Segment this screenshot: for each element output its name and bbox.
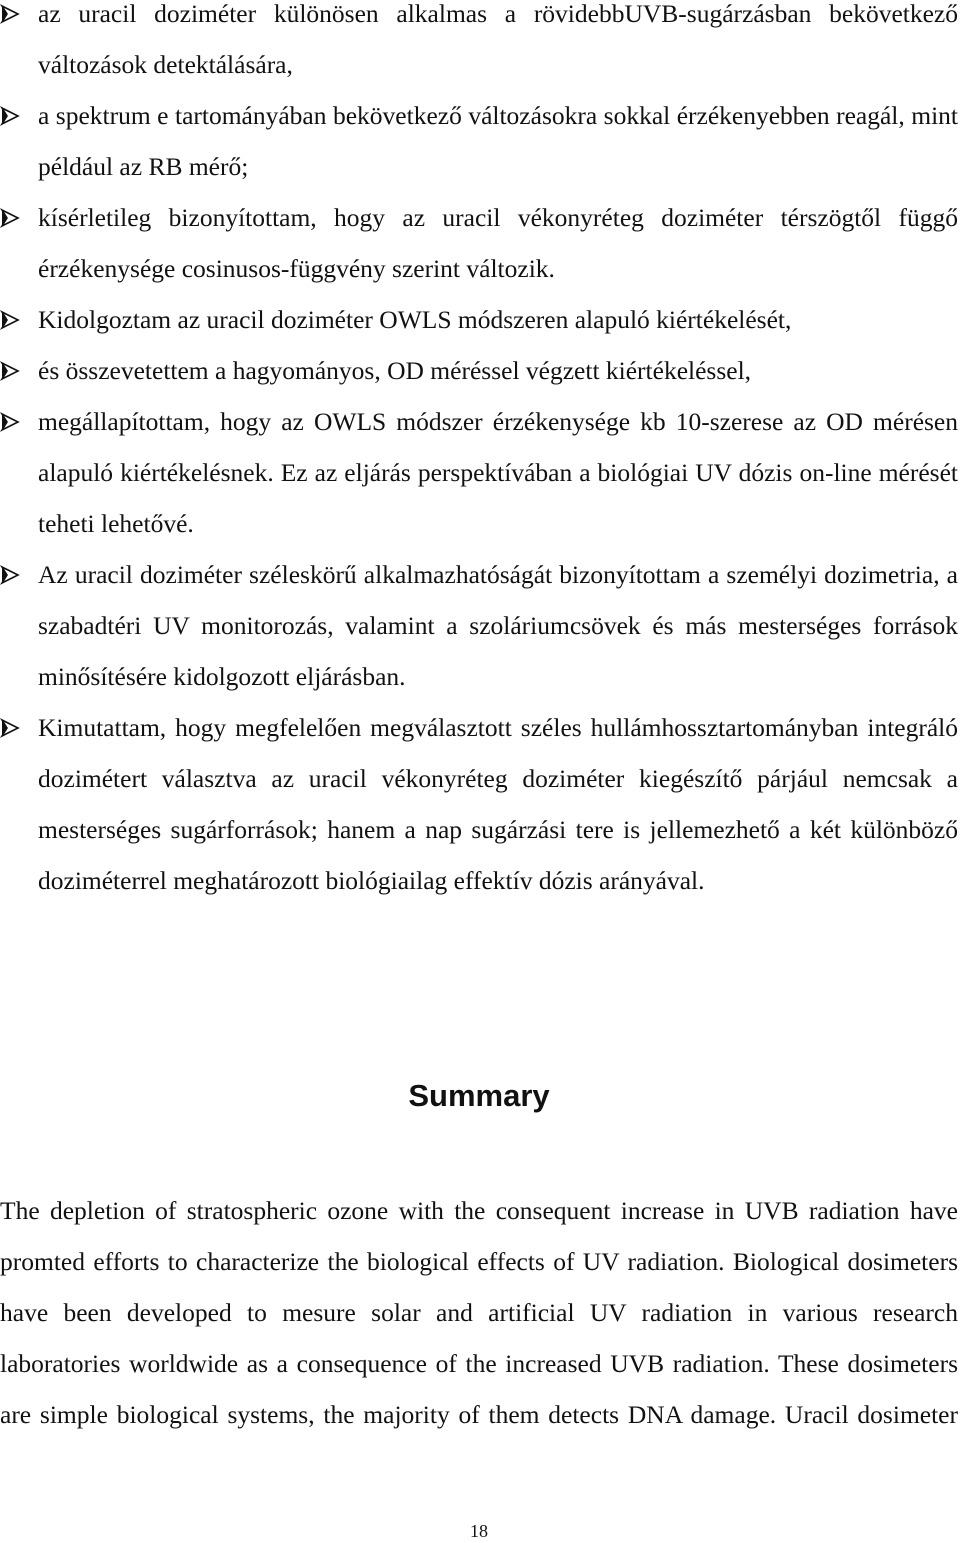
list-item — [0, 90, 958, 192]
page-number: 18 — [470, 1521, 488, 1541]
arrowhead-bullet-icon — [0, 4, 20, 24]
list-item-text: és összevetettem a hagyományos, OD méréssel végzett kiértékeléssel, — [38, 356, 752, 385]
arrowhead-bullet-icon — [0, 718, 20, 738]
list-item-text: a spektrum e tartományában bekövetkező változásokra sokkal érzékenyebben reagál, mint például az RB mérő; — [38, 101, 958, 181]
list-item — [0, 345, 958, 396]
section-heading: Summary — [408, 1078, 550, 1113]
arrowhead-bullet-icon — [0, 565, 20, 585]
list-item — [0, 0, 958, 90]
list-item-text: Kidolgoztam az uracil doziméter OWLS módszeren alapuló kiértékelését, — [38, 305, 792, 334]
summary-paragraph: The depletion of stratospheric ozone with the consequent increase in UVB radiation have promted efforts to characterize the biological effects of UV radiation. Biological dosimeters have been developed to mesure solar and artificial UV radiation in various research laboratories worldwide as a consequence of the increased UVB radiation. These dosimeters are simple biological systems, the majority of them detects DNA damage. Uracil dosimeter — [0, 1196, 958, 1429]
list-item-text: megállapítottam, hogy az OWLS módszer érzékenysége kb 10-szerese az OD mérésen alapuló kiértékelésnek. Ez az eljárás perspektívában a biológiai UV dózis on-line mérését teheti lehetővé. — [38, 407, 958, 538]
list-item — [0, 549, 958, 702]
arrowhead-bullet-icon — [0, 412, 20, 432]
arrowhead-bullet-icon — [0, 310, 20, 330]
list-item-text: kísérletileg bizonyítottam, hogy az uracil vékonyréteg doziméter térszögtől függő érzékenysége cosinusos-függvény szerint változik. — [38, 203, 958, 283]
list-item — [0, 702, 958, 906]
arrowhead-bullet-icon — [0, 208, 20, 228]
list-item — [0, 396, 958, 549]
list-item — [0, 192, 958, 294]
list-item-text: az uracil doziméter különösen alkalmas a rövidebbUVB-sugárzásban bekövetkező változások detektálására, — [38, 0, 958, 79]
list-item-text: Az uracil doziméter széleskörű alkalmazhatóságát bizonyítottam a személyi dozimetria, a szabadtéri UV monitorozás, valamint a szoláriumcsövek és más mesterséges források minősítésére kidolgozott eljárásban. — [38, 560, 958, 691]
list-item — [0, 294, 958, 345]
list-item-text: Kimutattam, hogy megfelelően megválasztott széles hullámhossztartományban integráló dozimétert választva az uracil vékonyréteg doziméter kiegészítő párjául nemcsak a mesterséges sugárforrások; hanem a nap sugárzási tere is jellemezhető a két különböző doziméterrel meghatározott biológiailag effektív dózis arányával. — [38, 713, 958, 895]
arrowhead-bullet-icon — [0, 106, 20, 126]
arrowhead-bullet-icon — [0, 361, 20, 381]
